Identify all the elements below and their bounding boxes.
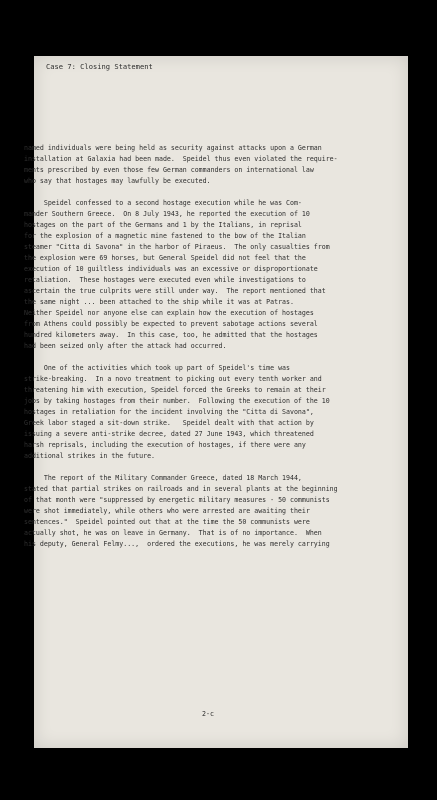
page-number: 2-c (202, 710, 214, 718)
text-line: for the explosion of a magnetic mine fastened to the bow of the Italian (24, 232, 306, 240)
document-header: Case 7: Closing Statement (46, 62, 153, 71)
text-line: stated that partial strikes on railroads and in several plants at the beginning (24, 485, 338, 493)
text-line: his deputy, General Felmy..., ordered the executions, he was merely carrying (24, 540, 330, 548)
text-line: the explosion were 69 horses, but General Speidel did not feel that the (24, 254, 306, 262)
text-line: threatening him with execution, Speidel forced the Greeks to remain at their (24, 386, 326, 394)
text-line: mander Southern Greece. On 8 July 1943, he reported the execution of 10 (24, 210, 310, 218)
text-line: Greek labor staged a sit-down strike. Speidel dealt with that action by (24, 419, 314, 427)
text-line: The report of the Military Commander Greece, dated 18 March 1944, (24, 474, 302, 482)
text-line: who say that hostages may lawfully be executed. (24, 177, 211, 185)
text-line: strike-breaking. In a novo treatment to picking out every tenth worker and (24, 375, 322, 383)
text-line: hostages on the part of the Germans and 1 by the Italians, in reprisal (24, 221, 302, 229)
text-line: One of the activities which took up part of Speidel's time was (24, 364, 290, 372)
text-line: retaliation. These hostages were executed even while investigations to (24, 276, 306, 284)
text-line: steamer "Citta di Savona" in the harbor of Piraeus. The only casualties from (24, 243, 330, 251)
text-line: were shot immediately, while others who were arrested are awaiting their (24, 507, 310, 515)
text-line: actually shot, he was on leave in Germany. That is of no importance. When (24, 529, 322, 537)
text-line: additional strikes in the future. (24, 452, 156, 460)
text-line: jobs by taking hostages from their number. Following the execution of the 10 (24, 397, 330, 405)
text-line: ascertain the true culprits were still under way. The report mentioned that (24, 287, 326, 295)
text-line: harsh reprisals, including the execution of hostages, if there were any (24, 441, 306, 449)
text-line: execution of 10 guiltless individuals was an excessive or disproportionate (24, 265, 318, 273)
text-line: from Athens could possibly be expected to prevent sabotage actions several (24, 320, 318, 328)
text-line: hundred kilometers away. In this case, too, he admitted that the hostages (24, 331, 318, 339)
text-line: named individuals were being held as security against attacks upon a German (24, 144, 322, 152)
text-line: the same night ... been attached to the ship while it was at Patras. (24, 298, 294, 306)
text-line: Speidel confessed to a second hostage execution while he was Com- (24, 199, 302, 207)
text-line: Neither Speidel nor anyone else can explain how the execution of hostages (24, 309, 314, 317)
text-line: sentences." Speidel pointed out that at the time the 50 communists were (24, 518, 310, 526)
text-line: issuing a severe anti-strike decree, dated 27 June 1943, which threatened (24, 430, 314, 438)
text-line: ments prescribed by even those few German commanders on international law (24, 166, 314, 174)
text-line: had been seized only after the attack had occurred. (24, 342, 227, 350)
text-line: hostages in retaliation for the incident involving the "Citta di Savona", (24, 408, 314, 416)
text-line: installation at Galaxia had been made. Speidel thus even violated the require- (24, 155, 338, 163)
text-line: of that month were "suppressed by energetic military measures - 50 communists (24, 496, 330, 504)
